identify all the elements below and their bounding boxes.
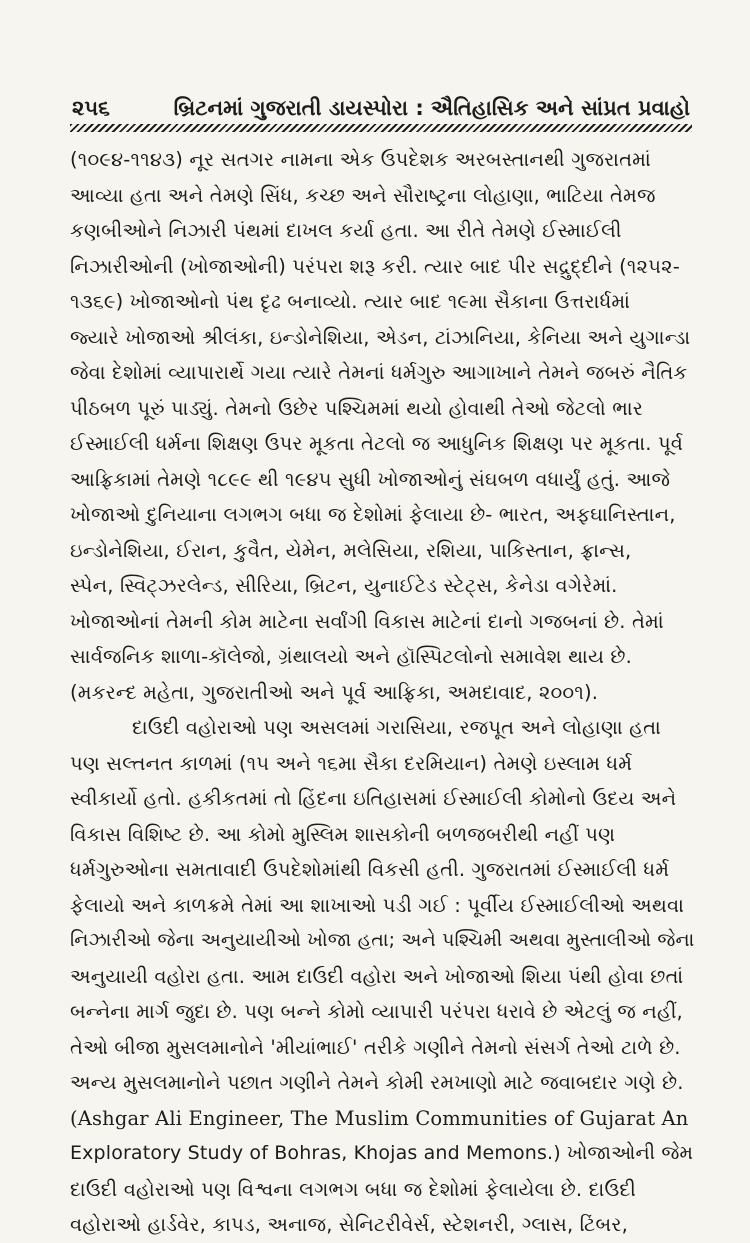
citation-line: Exploratory Study of Bohras, Khojas and Memons.) ખોજાઓની જેમ bbox=[70, 1142, 694, 1164]
text-line: ઇન્ડોનેશિયા, ઈરાન, કુવૈત, યેમેન, મલેસિયા, રશિયા, પાકિસ્તાન, ફ્રાન્સ, bbox=[70, 538, 632, 562]
citation-line: (Ashgar Ali Engineer, The Muslim Communities of Gujarat An bbox=[70, 1106, 689, 1130]
text-line: દાઉદી વહોરાઓ પણ વિશ્વના લગભગ બધા જ દેશોમાં ફેલાયેલા છે. દાઉદી bbox=[70, 1177, 636, 1201]
text-line: ઈસ્માઈલી ધર્મના શિક્ષણ ઉપર મૂકતા તેટલો જ આધુનિક શિક્ષણ પર મૂકતા. પૂર્વ bbox=[70, 432, 684, 455]
text-line: વહોરાઓ હાર્ડવેર, કાપડ, અનાજ, સેનિટરીવેર્સ, સ્ટેશનરી, ગ્લાસ, ટિંબર, bbox=[70, 1213, 628, 1236]
text-line: (મકરન્દ મહેતા, ગુજરાતીઓ અને પૂર્વ આફ્રિકા, અમદાવાદ, ૨૦૦૧). bbox=[70, 680, 599, 704]
text-line: નિઝારીઓની (ખોજાઓની) પરંપરા શરૂ કરી. ત્યાર બાદ પીર સદ્રુદ્દીને (૧૨૫૨- bbox=[70, 254, 680, 278]
text-line: (૧૦૯૪-૧૧૪૩) નૂર સતગર નામના એક ઉપદેશક અરબસ્તાનથી ગુજરાતમાં bbox=[70, 148, 651, 171]
text-line: સ્વીકાર્યો હતો. હકીકતમાં તો હિંદના ઇતિહાસમાં ઈસ્માઈલી કોમોનો ઉદય અને bbox=[70, 787, 677, 810]
text-line: અન્ય મુસલમાનોને પછાત ગણીને તેમને કોમી રમખાણો માટે જવાબદાર ગણે છે. bbox=[70, 1071, 684, 1094]
text-line: ૧૩૬૯) ખોજાઓનો પંથ દૃઢ બનાવ્યો. ત્યાર બાદ ૧૯મા સૈકાના ઉત્તરાર્ધમાં bbox=[70, 290, 631, 313]
text-line: વિકાસ વિશિષ્ટ છે. આ કોમો મુસ્લિમ શાસકોની બળજબરીથી નહીં પણ bbox=[70, 822, 616, 846]
text-line: બન્નેના માર્ગ જુદા છે. પણ બન્ને કોમો વ્યાપારી પરંપરા ધરાવે છે એટલું જ નહીં, bbox=[70, 1000, 683, 1023]
text-line: પીઠબળ પૂરું પાડ્યું. તેમનો ઉછેર પશ્ચિમમાં થયો હોવાથી તેઓ જેટલો ભાર bbox=[70, 396, 644, 420]
text-line: ખોજાઓનાં તેમની કોમ માટેના સર્વાંગી વિકાસ માટેનાં દાનો ગજબનાં છે. તેમાં bbox=[70, 609, 664, 633]
text-line: તેઓ બીજા મુસલમાનોને 'મીયાંભાઈ' તરીકે ગણીને તેમનો સંસર્ગ તેઓ ટાળે છે. bbox=[70, 1035, 681, 1059]
text-line: આફ્રિકામાં તેમણે ૧૮૯૯ થી ૧૯૪૫ સુધી ખોજાઓનું સંઘબળ વધાર્યું હતું. આજે bbox=[70, 467, 671, 491]
text-line: નિઝારીઓ જેના અનુયાયીઓ ખોજા હતા; અને પશ્ચિમી અથવા મુસ્તાલીઓ જેના bbox=[70, 929, 695, 951]
text-line: સાર્વજનિક શાળા-કૉલેજો, ગ્રંથાલયો અને હૉસ્પિટલોનો સમાવેશ થાય છે. bbox=[70, 645, 632, 668]
page-number: ૨૫૬ bbox=[72, 95, 110, 120]
body-text bbox=[70, 142, 695, 1243]
text-line: જ્યારે ખોજાઓ શ્રીલંકા, ઇન્ડોનેશિયા, એડન, ટાંઝાનિયા, કેનિયા અને યુગાન્ડા bbox=[70, 325, 691, 349]
text-line: સ્પેન, સ્વિટ્ઝરલેન્ડ, સીરિયા, બ્રિટન, યુનાઈટેડ સ્ટેટ્સ, કેનેડા વગેરેમાં. bbox=[70, 574, 618, 597]
text-line: જેવા દેશોમાં વ્યાપારાર્થે ગયા ત્યારે તેમનાં ધર્મગુરુ આગાખાને તેમને જબરું નૈતિક bbox=[70, 361, 688, 384]
paragraph-start-line: દાઉદી વહોરાઓ પણ અસલમાં ગરાસિયા, રજપૂત અને લોહાણા હતા bbox=[132, 716, 661, 739]
text-line: ખોજાઓ દુનિયાના લગભગ બધા જ દેશોમાં ફેલાયા છે- ભારત, અફઘાનિસ્તાન, bbox=[70, 503, 676, 526]
text-line: ફેલાયો અને કાળક્રમે તેમાં આ શાખાઓ પડી ગઈ : પૂર્વીય ઈસ્માઈલીઓ અથવા bbox=[70, 893, 685, 917]
text-line: ધર્મગુરુઓના સમતાવાદી ઉપદેશોમાંથી વિકસી હતી. ગુજરાતમાં ઈસ્માઈલી ધર્મ bbox=[70, 858, 670, 881]
text-line: પણ સલ્તનત કાળમાં (૧૫ અને ૧૬મા સૈકા દરમિયાન) તેમણે ઇસ્લામ ધર્મ bbox=[70, 751, 633, 775]
page-header bbox=[72, 88, 690, 128]
text-line: કણબીઓને નિઝારી પંથમાં દાખલ કર્યા હતા. આ રીતે તેમણે ઈસ્માઈલી bbox=[70, 219, 622, 242]
text-line: અનુયાયી વહોરા હતા. આમ દાઉદી વહોરા અને ખોજાઓ શિયા પંથી હોવા છતાં bbox=[70, 964, 684, 988]
header-divider bbox=[70, 124, 692, 132]
running-title: બ્રિટનમાં ગુજરાતી ડાયસ્પોરા : ઐતિહાસિક અને સાંપ્રત પ્રવાહો bbox=[173, 95, 690, 120]
text-line: આવ્યા હતા અને તેમણે સિંધ, કચ્છ અને સૌરાષ્ટ્રના લોહાણા, ભાટિયા તેમજ bbox=[70, 183, 656, 207]
